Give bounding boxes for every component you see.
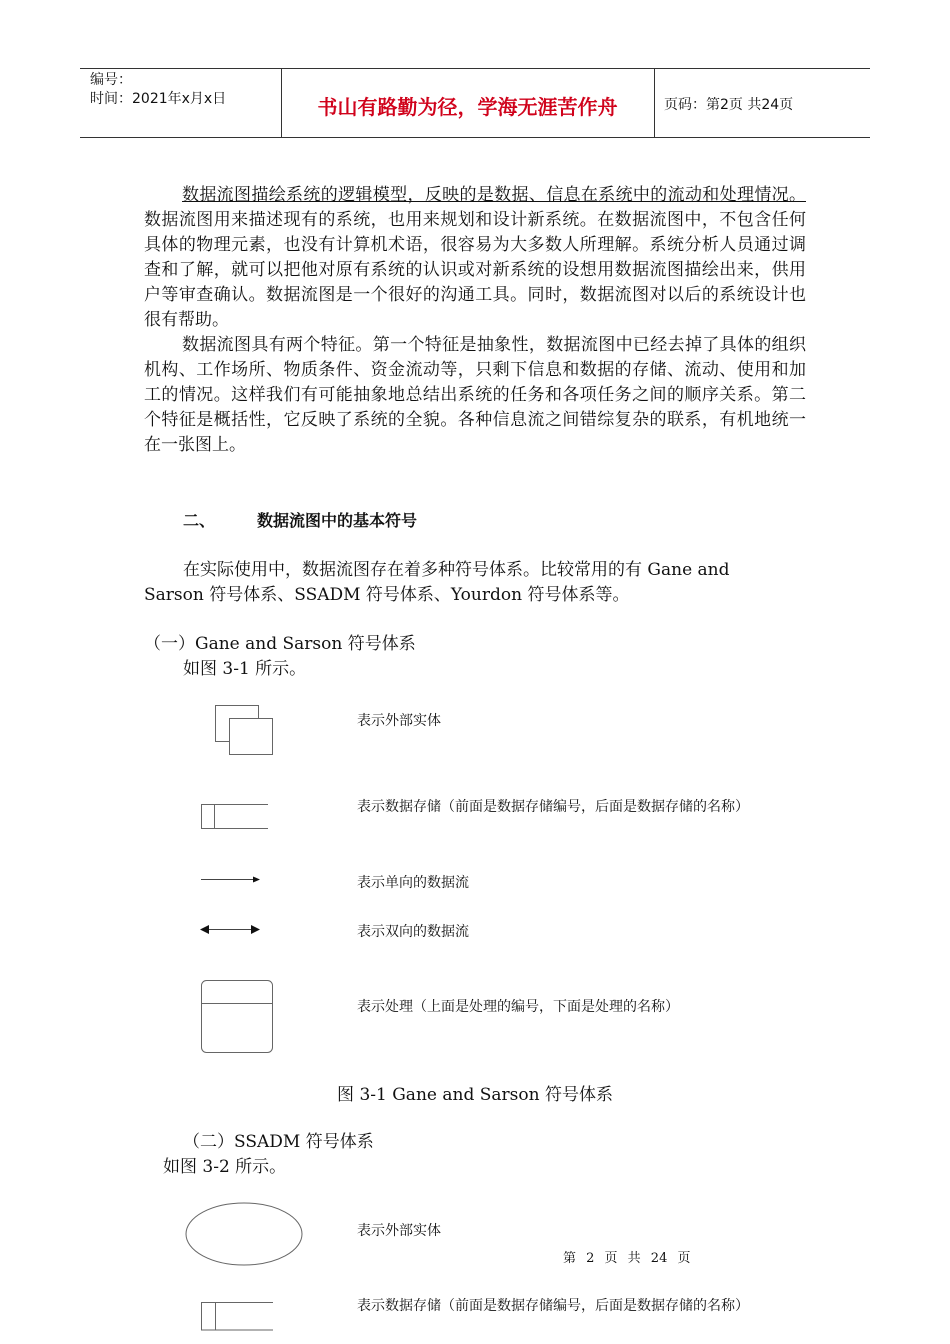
header-motto: 书山有路勤为径，学海无涯苦作舟	[317, 95, 618, 119]
header-page-label: 页码：第2页 共24页	[664, 97, 794, 113]
gane-desc-one-way-flow: 表示单向的数据流	[357, 875, 469, 891]
section-intro-line-1: 在实际使用中，数据流图存在着多种符号体系。比较常用的有 Gane and	[183, 560, 730, 580]
figure-caption: 图 3-1 Gane and Sarson 符号体系	[337, 1085, 613, 1105]
intro-text: 数据流图用来描述现有的系统，也用来规划和设计新系统。在数据流图中，不包含任何具体的物理元素，也没有计算机术语，很容易为大多数人所理解。系统分析人员通过调查和了解，就可以把他对原有系统的认识或对新系统的设想用数据流图描绘出来，供用户等审查确认。数据流图是一个很好的沟通工具。同时，数据流图对以后的系统设计也很有帮助。	[144, 210, 806, 330]
gane-heading: （一）Gane and Sarson 符号体系	[144, 634, 416, 654]
two-way-arrow-icon	[200, 925, 260, 934]
ssadm-figure-ref: 如图 3-2 所示。	[163, 1157, 287, 1177]
gane-desc-data-store: 表示数据存储（前面是数据存储编号，后面是数据存储的名称）	[357, 799, 749, 815]
header-time-label: 时间：2021年x月x日	[90, 91, 227, 107]
gane-desc-process: 表示处理（上面是处理的编号，下面是处理的名称）	[357, 999, 679, 1015]
intro-paragraph-2: 数据流图具有两个特征。第一个特征是抽象性，数据流图中已经去掉了具体的组织机构、工作场所、物质条件、资金流动等，只剩下信息和数据的存储、流动、使用和加工的情况。这样我们有可能抽象地总结出系统的任务和各项任务之间的顺序关系。第二个特征是概括性，它反映了系统的全貌。各种信息流之间错综复杂的联系，有机地统一在一张图上。	[144, 335, 806, 455]
gane-figure-ref: 如图 3-1 所示。	[183, 659, 307, 679]
data-store-open-rect-icon	[202, 805, 269, 829]
process-rounded-rect-icon	[202, 981, 273, 1053]
page-footer: 第 2 页 共 24 页	[563, 1251, 691, 1266]
data-store-open-rect-icon	[202, 1303, 274, 1331]
ssadm-desc-external-entity: 表示外部实体	[357, 1223, 441, 1239]
external-entity-double-square-icon	[216, 706, 273, 755]
external-entity-ellipse-icon	[186, 1203, 302, 1265]
intro-underlined-text: 数据流图描绘系统的逻辑模型，反映的是数据、信息在系统中的流动和处理情况。	[182, 185, 806, 205]
one-way-arrow-icon	[201, 877, 260, 883]
ssadm-desc-data-store: 表示数据存储（前面是数据存储编号，后面是数据存储的名称）	[357, 1298, 749, 1314]
gane-desc-external-entity: 表示外部实体	[357, 713, 441, 729]
section-title: 数据流图中的基本符号	[257, 511, 418, 530]
section-intro-line-2: Sarson 符号体系、SSADM 符号体系、Yourdon 符号体系等。	[144, 585, 630, 605]
ssadm-heading: （二）SSADM 符号体系	[183, 1132, 374, 1152]
section-number: 二、	[183, 511, 216, 530]
gane-desc-two-way-flow: 表示双向的数据流	[357, 924, 469, 940]
header-number-label: 编号：	[90, 72, 132, 88]
